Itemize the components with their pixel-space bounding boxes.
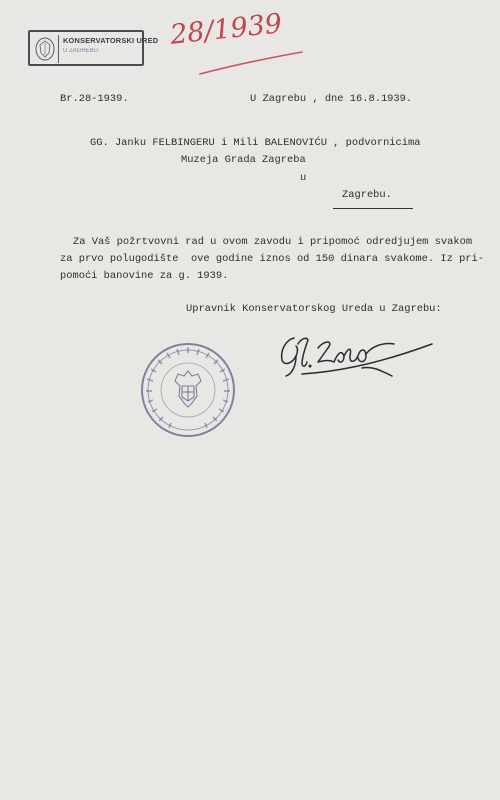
recipient-line-3: u — [300, 172, 307, 184]
recipient-line-1: GG. Janku FELBINGERU i Mili BALENOVIĆU , podvornicima — [90, 137, 421, 149]
handwritten-file-number: 28/1939 — [168, 8, 284, 51]
round-seal — [139, 341, 237, 439]
handwritten-signature — [272, 326, 447, 386]
body-line-3: pomoći banovine za g. 1939. — [60, 270, 229, 282]
red-underline-stroke — [196, 48, 306, 78]
recipient-line-2: Muzeja Grada Zagreba — [181, 154, 306, 166]
place-and-date: U Zagrebu , dne 16.8.1939. — [250, 93, 413, 105]
address-underline — [333, 208, 413, 209]
office-stamp — [28, 30, 159, 66]
reference-number: Br.28-1939. — [60, 93, 129, 105]
recipient-line-4: Zagrebu. — [342, 189, 392, 201]
coat-of-arms-icon — [34, 35, 56, 63]
body-line-1: Za Vaš požrtvovni rad u ovom zavodu i pripomoć odredjujem svakom — [73, 236, 473, 248]
signatory-title: Upravnik Konservatorskog Ureda u Zagrebu: — [186, 303, 442, 315]
stamp-city-text: U ZAGREBU — [63, 48, 99, 54]
stamp-office-text: KONSERVATORSKI URED — [63, 36, 159, 45]
body-line-2: za prvo polugodište ove godine iznos od 150 dinara svakome. Iz pri- — [60, 253, 485, 265]
